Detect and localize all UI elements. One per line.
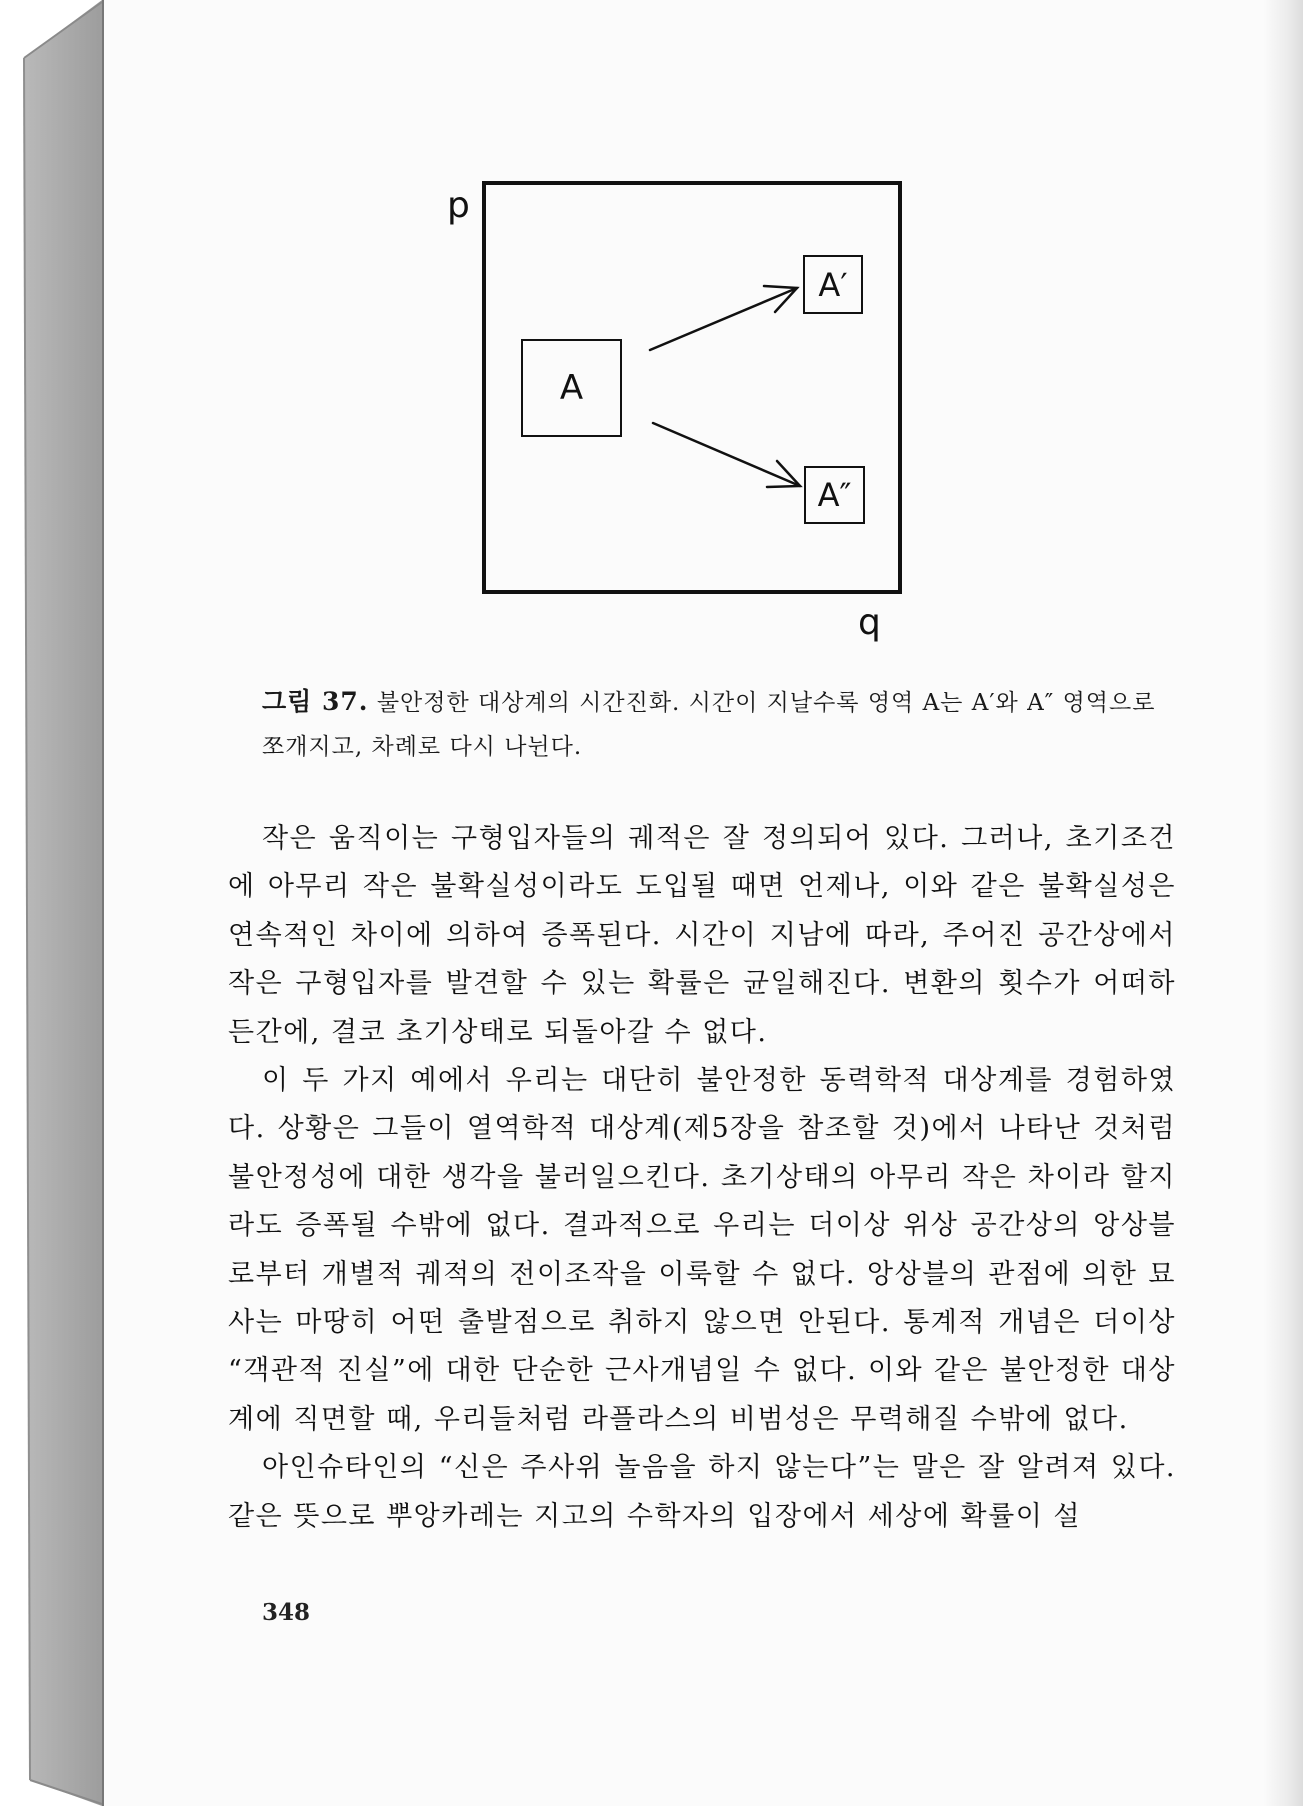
figure-37 bbox=[0, 0, 1303, 700]
region-a-prime-box bbox=[803, 255, 863, 314]
region-a-box bbox=[521, 339, 622, 437]
caption-text: 불안정한 대상계의 시간진화. 시간이 지날수록 영역 A는 A′와 A″ 영역으로 쪼개지고, 차례로 다시 나뉜다. bbox=[262, 690, 1156, 760]
axis-label-p: p bbox=[447, 185, 470, 226]
caption-label: 그림 37. bbox=[262, 687, 369, 716]
paragraph: 작은 움직이는 구형입자들의 궤적은 잘 정의되어 있다. 그러나, 초기조건에 아무리 작은 불확실성이라도 도입될 때면 언제나, 이와 같은 불확실성은 연속적인 차이에 의하여 증폭된다. 시간이 지남에 따라, 주어진 공간상에서 작은 구형입자를 발견할 수 있는 확률은 균일해진다. 변환의 횟수가 어떠하든간에, 결코 초기상태로 되돌아갈 수 없다. bbox=[228, 823, 1176, 1048]
region-a-prime-label: A′ bbox=[818, 265, 848, 304]
region-a-double-prime-label: A″ bbox=[817, 476, 852, 514]
region-a-double-prime-box bbox=[804, 466, 865, 524]
paragraph: 아인슈타인의 “신은 주사위 놀음을 하지 않는다”는 말은 잘 알려져 있다. 같은 뜻으로 뿌앙카레는 지고의 수학자의 입장에서 세상에 확률이 설 bbox=[228, 1452, 1176, 1532]
paragraph: 이 두 가지 예에서 우리는 대단히 불안정한 동력학적 대상계를 경험하였다. 상황은 그들이 열역학적 대상계(제5장을 참조할 것)에서 나타난 것처럼 불안정성에 대한 생각을 불러일으킨다. 초기상태의 아무리 작은 차이라 할지라도 증폭될 수밖에 없다. 결과적으로 우리는 더이상 위상 공간상의 앙상블로부터 개별적 궤적의 전이조작을 이룩할 수 없다. 앙상블의 관점에 의한 묘사는 마땅히 어떤 출발점으로 취하지 않으면 안된다. 통계적 개념은 더이상 “객관적 진실”에 대한 단순한 근사개념일 수 없다. 이와 같은 불안정한 대상계에 직면할 때, 우리들처럼 라플라스의 비범성은 무력해질 수밖에 없다. bbox=[228, 1065, 1176, 1435]
body-text bbox=[228, 815, 1176, 1541]
axis-label-q: q bbox=[858, 602, 881, 643]
figure-caption bbox=[262, 680, 1182, 769]
region-a-label: A bbox=[559, 368, 584, 408]
page-number: 348 bbox=[262, 1599, 311, 1626]
